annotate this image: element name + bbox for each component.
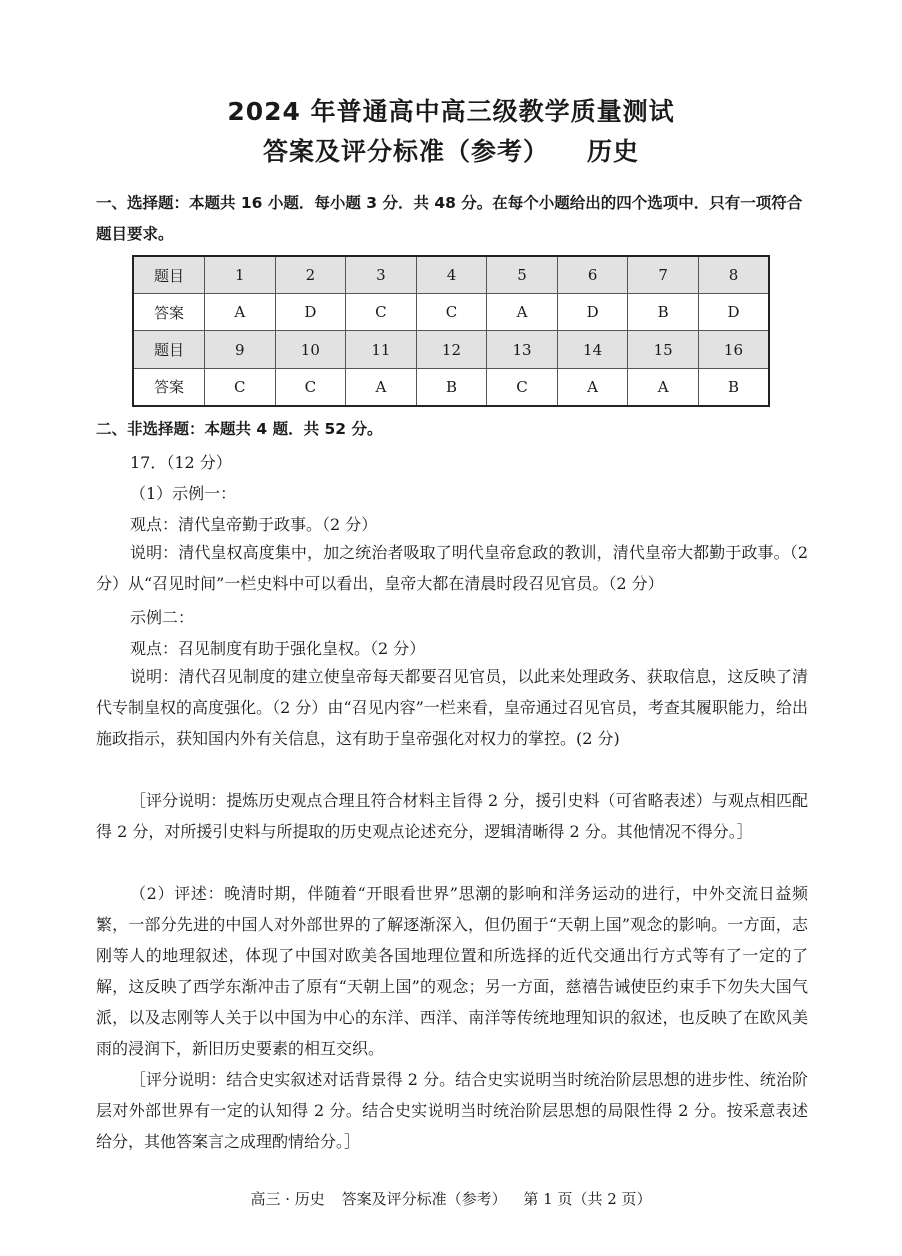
q17-part1-label: （1）示例一： bbox=[130, 484, 237, 503]
answer-table-cell: C bbox=[346, 294, 417, 331]
answer-table-cell: 4 bbox=[416, 256, 487, 294]
footer-page-number: 第 1 页（共 2 页） bbox=[523, 1190, 652, 1208]
answer-table-cell: 5 bbox=[487, 256, 558, 294]
answer-table-cell: D bbox=[698, 294, 769, 331]
footer-subject: 高三 · 历史 bbox=[250, 1190, 325, 1208]
answer-table-cell: 10 bbox=[275, 331, 346, 368]
subtitle-text: 答案及评分标准（参考） bbox=[262, 137, 549, 166]
answer-table-cell: 3 bbox=[346, 256, 417, 294]
answer-table-cell: B bbox=[698, 368, 769, 406]
answer-table-row-header: 答案 bbox=[133, 294, 205, 331]
page-footer bbox=[0, 1188, 902, 1209]
answer-table bbox=[132, 255, 770, 407]
q17-scoring-1: ［评分说明：提炼历史观点合理且符合材料主旨得 2 分，援引史料（可省略表述）与观点相匹配得 2 分，对所援引史料与所提取的历史观点论述充分，逻辑清晰得 2 分。其他情况不得分。］ bbox=[96, 791, 808, 841]
answer-table-cell: 9 bbox=[205, 331, 276, 368]
answer-table-cell: 15 bbox=[628, 331, 699, 368]
q17-ex2-explain: 说明：清代召见制度的建立使皇帝每天都要召见官员，以此来处理政务、获取信息，这反映了清代专制皇权的高度强化。（2 分）由“召见内容”一栏来看，皇帝通过召见官员，考查其履职能力，给出施政指示，获知国内外有关信息，这有助于皇帝强化对权力的掌控。(2 分) bbox=[96, 667, 808, 748]
document-title: 2024 年普通高中高三级教学质量测试 bbox=[227, 97, 675, 126]
answer-table-cell: 12 bbox=[416, 331, 487, 368]
answer-table-cell: 7 bbox=[628, 256, 699, 294]
q17-label: 17．（12 分） bbox=[130, 453, 232, 472]
answer-table-cell: A bbox=[487, 294, 558, 331]
q17-scoring-2: ［评分说明：结合史实叙述对话背景得 2 分。结合史实说明当时统治阶层思想的进步性、统治阶层对外部世界有一定的认知得 2 分。结合史实说明当时统治阶层思想的局限性得 2 分。按采意表述给分，其他答案言之成理酌情给分。］ bbox=[96, 1070, 808, 1151]
answer-table-cell: 11 bbox=[346, 331, 417, 368]
answer-table-cell: 1 bbox=[205, 256, 276, 294]
answer-table-cell: A bbox=[557, 368, 628, 406]
answer-table-cell: B bbox=[628, 294, 699, 331]
section2-heading: 二、非选择题：本题共 4 题．共 52 分。 bbox=[96, 420, 383, 438]
answer-table-cell: 13 bbox=[487, 331, 558, 368]
answer-table-cell: C bbox=[205, 368, 276, 406]
answer-table-cell: D bbox=[557, 294, 628, 331]
answer-table-row bbox=[133, 256, 769, 294]
q17-ex2-view: 观点：召见制度有助于强化皇权。（2 分） bbox=[130, 639, 426, 658]
answer-table-cell: C bbox=[275, 368, 346, 406]
answer-table-cell: 16 bbox=[698, 331, 769, 368]
answer-table-row-header: 题目 bbox=[133, 256, 205, 294]
answer-table-row-header: 题目 bbox=[133, 331, 205, 368]
answer-table-row bbox=[133, 331, 769, 368]
q17-ex1-explain: 说明：清代皇权高度集中，加之统治者吸取了明代皇帝怠政的教训，清代皇帝大都勤于政事。（2 分）从“召见时间”一栏史料中可以看出，皇帝大都在清晨时段召见官员。（2 分） bbox=[96, 543, 808, 593]
answer-table-cell: A bbox=[346, 368, 417, 406]
answer-table-cell: C bbox=[416, 294, 487, 331]
document-subtitle bbox=[0, 132, 902, 168]
answer-table-cell: B bbox=[416, 368, 487, 406]
subject-label: 历史 bbox=[587, 137, 640, 166]
q17-ex1-view: 观点：清代皇帝勤于政事。（2 分） bbox=[130, 515, 378, 534]
answer-table-cell: A bbox=[205, 294, 276, 331]
q17-ex2-label: 示例二： bbox=[130, 608, 195, 627]
answer-table-row bbox=[133, 368, 769, 406]
answer-table-cell: D bbox=[275, 294, 346, 331]
answer-table-cell: C bbox=[487, 368, 558, 406]
answer-table-row-header: 答案 bbox=[133, 368, 205, 406]
answer-table-cell: A bbox=[628, 368, 699, 406]
q17-part2: （2）评述：晚清时期，伴随着“开眼看世界”思潮的影响和洋务运动的进行，中外交流日益频繁，一部分先进的中国人对外部世界的了解逐渐深入，但仍囿于“天朝上国”观念的影响。一方面，志刚等人的地理叙述，体现了中国对欧美各国地理位置和所选择的近代交通出行方式等有了一定的了解，这反映了西学东渐冲击了原有“天朝上国”的观念；另一方面，慈禧告诫使臣约束手下勿失大国气派，以及志刚等人关于以中国为中心的东洋、西洋、南洋等传统地理知识的叙述，也反映了在欧风美雨的浸润下，新旧历史要素的相互交织。 bbox=[96, 884, 808, 1058]
answer-table-cell: 14 bbox=[557, 331, 628, 368]
section1-heading: 一、选择题：本题共 16 小题．每小题 3 分．共 48 分。在每个小题给出的四个选项中．只有一项符合题目要求。 bbox=[96, 194, 803, 243]
answer-table-row bbox=[133, 294, 769, 331]
answer-table-cell: 8 bbox=[698, 256, 769, 294]
answer-table-cell: 6 bbox=[557, 256, 628, 294]
footer-doc-name: 答案及评分标准（参考） bbox=[341, 1190, 507, 1208]
answer-table-cell: 2 bbox=[275, 256, 346, 294]
